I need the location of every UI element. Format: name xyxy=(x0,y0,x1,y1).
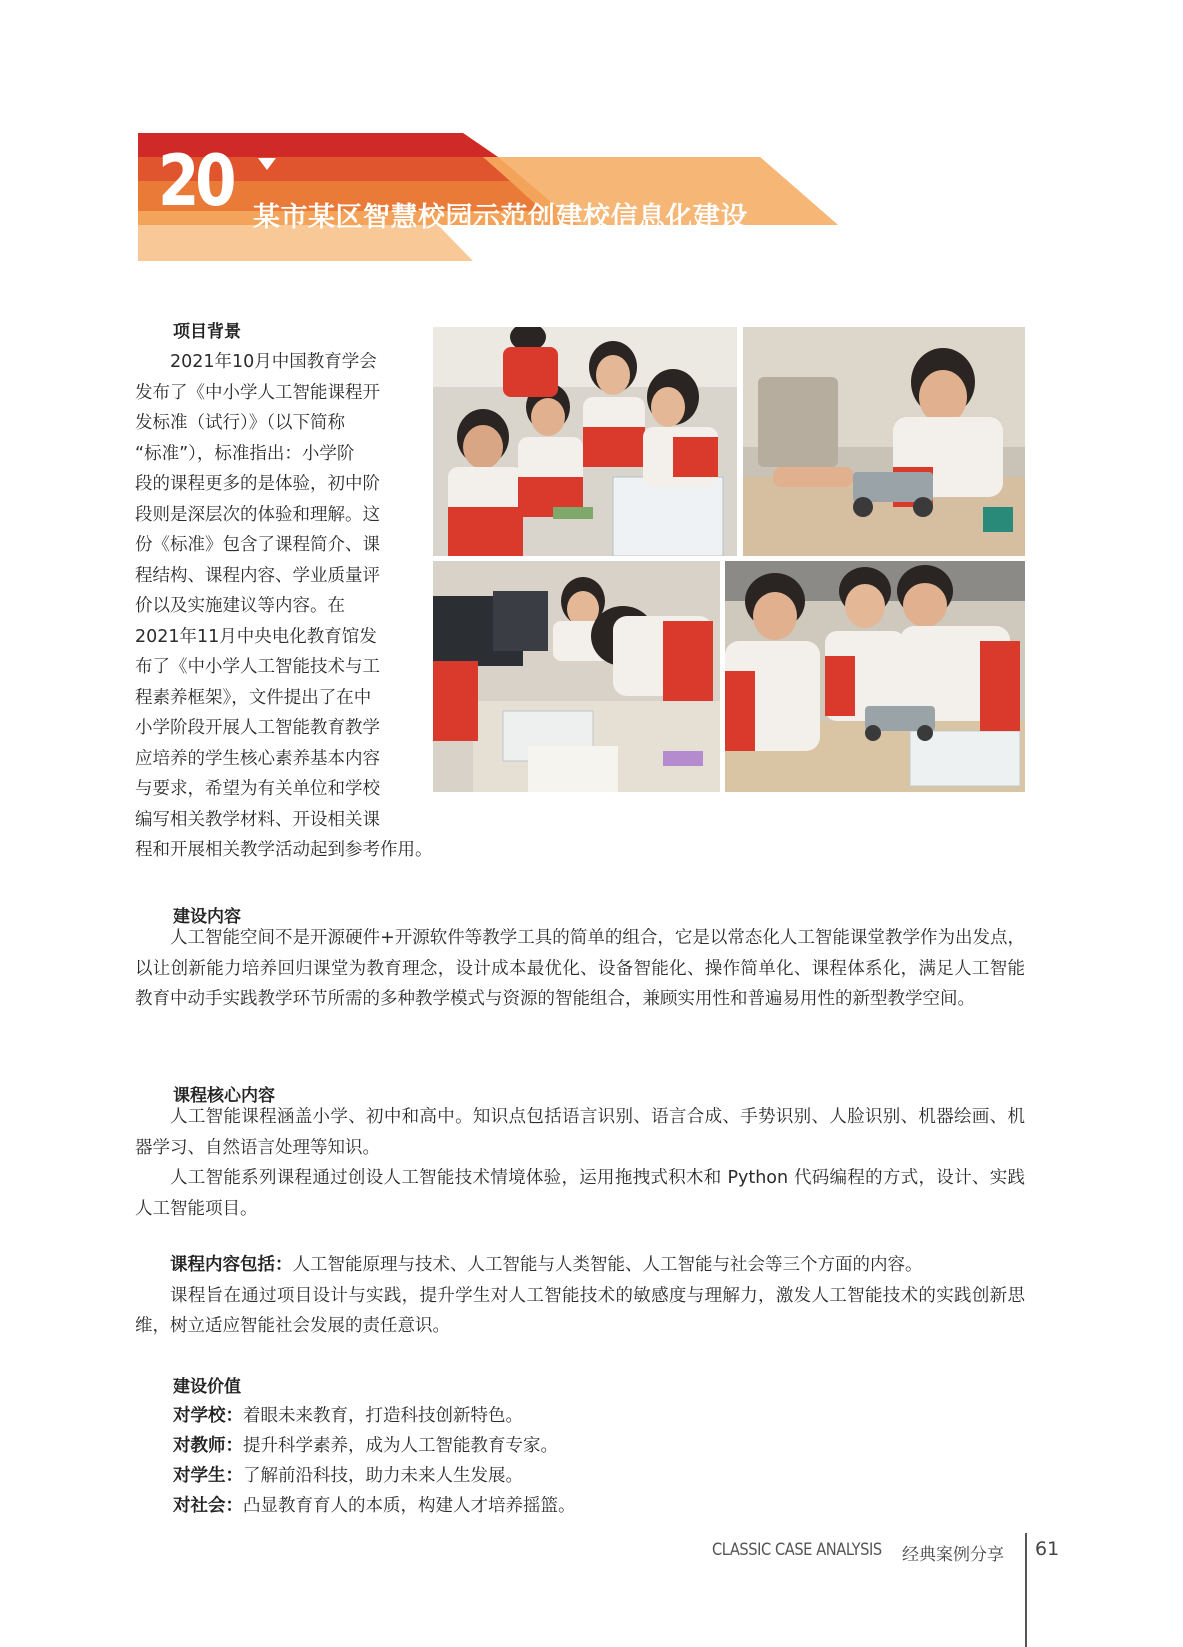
footer-chinese: 经典案例分享 xyxy=(902,1545,1004,1565)
background-heading: 项目背景 xyxy=(173,322,241,342)
content-label: 课程内容包括： xyxy=(170,1255,293,1275)
photo-collage xyxy=(433,327,1025,792)
footer-divider xyxy=(1025,1533,1027,1647)
value-item: 对学生：了解前沿科技，助力未来人生发展。 xyxy=(173,1466,523,1486)
value-item: 对社会：凸显教育育人的本质，构建人才培养摇篮。 xyxy=(173,1496,576,1516)
text-line: 2021年10月中国教育学会 xyxy=(170,352,377,372)
page-number: 61 xyxy=(1035,1538,1060,1560)
paragraph xyxy=(135,1250,1025,1281)
content-summary: 人工智能原理与技术、人工智能与人类智能、人工智能与社会等三个方面的内容。 xyxy=(292,1255,923,1275)
value-item: 对学校：着眼未来教育，打造科技创新特色。 xyxy=(173,1406,523,1426)
core-heading: 课程核心内容 xyxy=(173,1086,275,1106)
text-line: 布了《中小学人工智能技术与工 xyxy=(135,657,380,677)
section-number: 20 xyxy=(158,140,233,222)
paragraph: 人工智能空间不是开源硬件+开源软件等教学工具的简单的组合，它是以常态化人工智能课堂教学作为出发点，以让创新能力培养回归课堂为教育理念，设计成本最优化、设备智能化、操作简单化、课程体系化，满足人工智能教育中动手实践教学环节所需的多种教学模式与资源的智能组合，兼顾实用性和普遍易用性的新型教学空间。 xyxy=(135,928,1025,1009)
core-text xyxy=(135,1102,1025,1224)
construction-text xyxy=(135,923,1025,1015)
footer-english: CLASSIC CASE ANALYSIS xyxy=(712,1540,882,1560)
classroom-photo-3 xyxy=(433,561,720,792)
text-line: 程和开展相关教学活动起到参考作用。 xyxy=(135,840,433,860)
text-line: 2021年11月中央电化教育馆发 xyxy=(135,626,377,647)
section-title: 某市某区智慧校园示范创建校信息化建设 xyxy=(253,202,748,233)
triangle-marker-icon xyxy=(258,158,276,170)
value-item: 对教师：提升科学素养，成为人工智能教育专家。 xyxy=(173,1436,558,1456)
text-line: 份《标准》包含了课程简介、课 xyxy=(135,535,380,555)
background-text xyxy=(135,347,433,866)
text-line: “标准”），标准指出：小学阶 xyxy=(135,443,355,464)
paragraph: 课程旨在通过项目设计与实践，提升学生对人工智能技术的敏感度与理解力，激发人工智能技术的实践创新思维，树立适应智能社会发展的责任意识。 xyxy=(135,1285,1025,1336)
construction-heading: 建设内容 xyxy=(173,907,241,927)
text-line: 程结构、课程内容、学业质量评 xyxy=(135,565,380,586)
text-line: 程素养框架》，文件提出了在中 xyxy=(135,687,372,708)
text-line: 段则是深层次的体验和理解。这 xyxy=(135,504,380,525)
paragraph: 人工智能系列课程通过创设人工智能技术情境体验，运用拖拽式积木和 Python 代码编程的方式，设计、实践人工智能项目。 xyxy=(135,1168,1025,1219)
text-line: 小学阶段开展人工智能教育教学 xyxy=(135,718,380,738)
text-line: 与要求，希望为有关单位和学校 xyxy=(135,779,380,799)
classroom-photo-1 xyxy=(433,327,737,556)
classroom-photo-4 xyxy=(725,561,1025,792)
text-line: 应培养的学生核心素养基本内容 xyxy=(135,748,380,769)
text-line: 价以及实施建议等内容。在 xyxy=(135,596,345,616)
paragraph: 人工智能课程涵盖小学、初中和高中。知识点包括语言识别、语言合成、手势识别、人脸识别、机器绘画、机器学习、自然语言处理等知识。 xyxy=(135,1107,1025,1158)
value-heading: 建设价值 xyxy=(173,1377,241,1397)
text-line: 发布了《中小学人工智能课程开 xyxy=(135,382,380,403)
text-line: 发标准（试行）》（以下简称 xyxy=(135,413,345,433)
text-line: 段的课程更多的是体验，初中阶 xyxy=(135,474,380,494)
content-text xyxy=(135,1250,1025,1342)
classroom-photo-2 xyxy=(743,327,1025,556)
text-line: 编写相关教学材料、开设相关课 xyxy=(135,809,380,830)
